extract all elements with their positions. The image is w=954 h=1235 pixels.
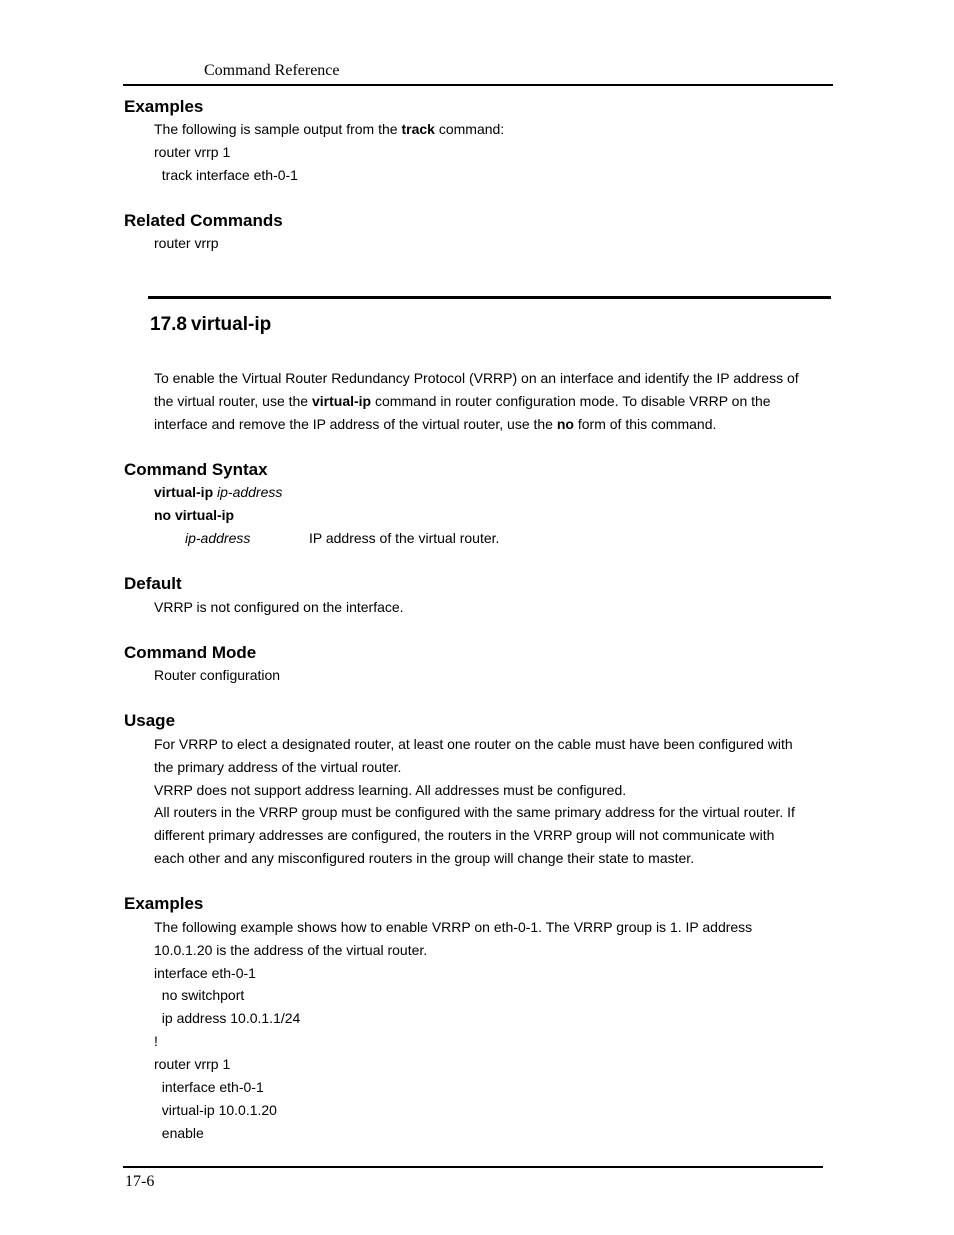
usage-line: All routers in the VRRP group must be configured with the same primary address for the virtual router. If (154, 804, 795, 820)
running-header: Command Reference (204, 62, 340, 79)
usage-heading: Usage (124, 711, 176, 730)
header-rule (123, 84, 833, 86)
examples-heading-top: Examples (124, 97, 204, 116)
default-heading: Default (124, 574, 182, 593)
command-syntax-heading: Command Syntax (124, 460, 268, 479)
code-line: track interface eth-0-1 (154, 167, 298, 183)
param-name: ip-address (185, 530, 251, 546)
related-commands-text: router vrrp (154, 235, 219, 251)
code-line: ip address 10.0.1.1/24 (154, 1010, 301, 1026)
description-line: the virtual router, use the virtual-ip command in router configuration mode. To disable VRRP on the (154, 393, 771, 409)
code-line: router vrrp 1 (154, 1056, 231, 1072)
usage-line: each other and any misconfigured routers in the group will change their state to master. (154, 850, 695, 866)
code-line: enable (154, 1125, 204, 1141)
code-line: virtual-ip 10.0.1.20 (154, 1102, 277, 1118)
syntax-line: virtual-ip ip-address (154, 484, 283, 500)
example-line: The following example shows how to enable VRRP on eth-0-1. The VRRP group is 1. IP address (154, 919, 753, 935)
description-line: To enable the Virtual Router Redundancy Protocol (VRRP) on an interface and identify the IP address of (154, 370, 799, 386)
command-mode-text: Router configuration (154, 667, 281, 683)
usage-line: VRRP does not support address learning. All addresses must be configured. (154, 782, 627, 798)
usage-line: the primary address of the virtual router. (154, 759, 402, 775)
usage-line: For VRRP to elect a designated router, at least one router on the cable must have been configured with (154, 736, 793, 752)
related-commands-heading: Related Commands (124, 211, 283, 230)
examples-intro-top: The following is sample output from the track command: (154, 121, 505, 137)
command-mode-heading: Command Mode (124, 643, 257, 662)
code-line: interface eth-0-1 (154, 1079, 264, 1095)
code-line: no switchport (154, 987, 245, 1003)
page-number: 17-6 (125, 1173, 155, 1190)
description-line: interface and remove the IP address of the virtual router, use the no form of this command. (154, 416, 717, 432)
default-text: VRRP is not configured on the interface. (154, 599, 404, 615)
example-line: 10.0.1.20 is the address of the virtual router. (154, 942, 428, 958)
usage-line: different primary addresses are configured, the routers in the VRRP group will not communicate with (154, 827, 775, 843)
code-line: ! (154, 1033, 158, 1049)
syntax-line: no virtual-ip (154, 507, 235, 523)
param-description: IP address of the virtual router. (309, 530, 500, 546)
section-rule (148, 296, 831, 299)
code-line: interface eth-0-1 (154, 965, 256, 981)
section-title: 17.8 virtual-ip (150, 314, 272, 335)
code-line: router vrrp 1 (154, 144, 231, 160)
examples-heading: Examples (124, 894, 204, 913)
footer-rule (123, 1166, 823, 1168)
